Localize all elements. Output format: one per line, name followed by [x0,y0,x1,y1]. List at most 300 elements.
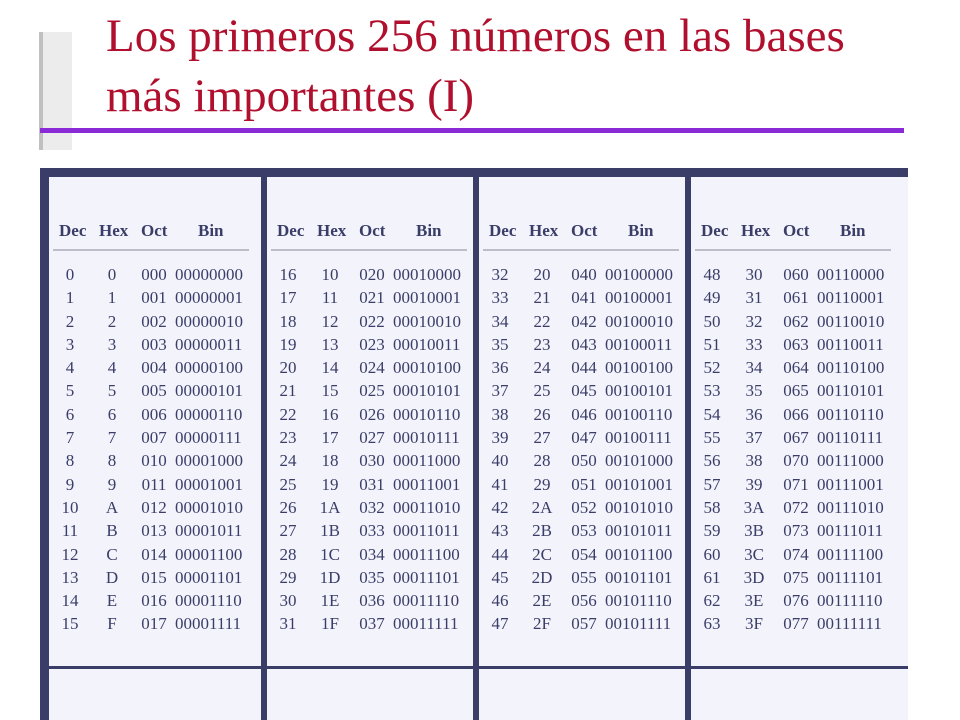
cell-bin: 00001101 [175,567,243,587]
cell-dec: 33 [491,288,509,308]
cell-dec: 1 [65,288,75,308]
cell-dec: 59 [703,521,721,541]
cell-dec: 30 [279,591,297,611]
table-row [267,428,471,451]
cell-oct: 044 [571,358,597,378]
cell-bin: 00111000 [817,451,884,471]
header-oct: Oct [141,221,168,240]
cell-hex: 39 [745,474,763,494]
cell-dec: 4 [65,358,75,378]
cell-bin: 00001111 [175,614,242,634]
cell-bin: 00100101 [605,381,673,401]
cell-bin: 00010011 [393,334,461,354]
cell-oct: 034 [359,544,385,564]
cell-bin: 00010000 [393,265,461,284]
cell-dec: 11 [61,521,79,541]
table-row [691,545,895,568]
cell-dec: 2 [65,311,75,331]
cell-bin: 00000001 [175,288,243,308]
cell-dec: 21 [279,381,297,401]
cell-dec: 40 [491,451,509,471]
cell-dec: 16 [279,265,297,284]
cell-dec: 62 [703,591,721,611]
cell-hex: 10 [321,265,339,284]
cell-bin: 00110111 [817,428,884,448]
table-row [479,614,683,637]
table-row [691,312,895,335]
cell-hex: 31 [745,288,763,308]
cell-bin: 00101011 [605,521,673,541]
cell-hex: 5 [107,381,117,401]
cell-oct: 065 [783,381,809,401]
table-body [479,265,683,638]
cell-hex: 38 [745,451,763,471]
number-table-frame [40,168,908,720]
cell-bin: 00101010 [605,497,673,517]
cell-oct: 073 [783,521,809,541]
header-rule [271,249,467,251]
cell-hex: 2B [532,521,552,541]
table-column-group [267,177,471,720]
cell-dec: 17 [279,288,297,308]
cell-hex: D [105,567,119,587]
cell-hex: F [107,614,117,634]
table-row [479,428,683,451]
table-row [49,312,253,335]
table-row [479,475,683,498]
cell-dec: 44 [491,544,509,564]
cell-hex: 27 [533,428,551,448]
cell-oct: 070 [783,451,809,471]
header-rule [53,249,249,251]
cell-dec: 8 [65,451,75,471]
cell-bin: 00100011 [605,334,673,354]
cell-hex: 21 [533,288,551,308]
table-row [49,475,253,498]
cell-bin: 00010111 [393,428,460,448]
cell-hex: 9 [107,474,117,494]
cell-bin: 00110000 [817,265,885,284]
table-row [691,521,895,544]
cell-bin: 00000000 [175,265,243,284]
table-row [49,288,253,311]
table-row [267,358,471,381]
table-row [267,568,471,591]
cell-oct: 067 [783,428,809,448]
cell-oct: 007 [141,428,167,448]
cell-hex: 30 [745,265,763,284]
cell-bin: 00011010 [393,497,461,517]
cell-bin: 00110011 [817,334,884,354]
cell-hex: 37 [745,428,763,448]
table-row [49,265,253,288]
table-row [49,451,253,474]
cell-bin: 00011100 [393,544,460,564]
cell-dec: 23 [279,428,297,448]
cell-hex: 22 [533,311,551,331]
cell-oct: 022 [359,311,385,331]
cell-hex: 23 [533,334,551,354]
cell-oct: 074 [783,544,809,564]
cell-oct: 013 [141,521,167,541]
cell-hex: 14 [321,358,339,378]
table-row [479,498,683,521]
cell-bin: 00001010 [175,497,243,517]
cell-oct: 057 [571,614,597,634]
cell-oct: 006 [141,404,167,424]
cell-hex: 1E [320,591,340,611]
cell-dec: 13 [61,567,79,587]
table-row [267,381,471,404]
table-row [49,521,253,544]
table-row [479,405,683,428]
table-row [49,381,253,404]
cell-dec: 47 [491,614,509,634]
cell-oct: 062 [783,311,809,331]
title-underline [40,128,904,133]
cell-hex: 1A [319,497,341,517]
header-hex: Hex [741,221,771,240]
cell-oct: 010 [141,451,167,471]
cell-hex: 17 [321,428,339,448]
cell-oct: 054 [571,544,597,564]
cell-dec: 61 [703,567,721,587]
cell-bin: 00001000 [175,451,243,471]
table-row [479,545,683,568]
table-row [49,405,253,428]
cell-oct: 052 [571,497,597,517]
cell-dec: 46 [491,591,509,611]
cell-oct: 060 [783,265,809,284]
table-row [267,521,471,544]
cell-bin: 00100001 [605,288,673,308]
table-row [479,521,683,544]
cell-oct: 066 [783,404,809,424]
table-row [49,335,253,358]
cell-oct: 030 [359,451,385,471]
cell-hex: 13 [321,334,339,354]
cell-hex: 7 [107,428,117,448]
cell-hex: 33 [745,334,763,354]
cell-oct: 072 [783,497,809,517]
header-oct: Oct [783,221,810,240]
header-bin: Bin [198,221,224,240]
cell-hex: B [106,521,118,541]
table-header [267,221,471,243]
cell-dec: 51 [703,334,721,354]
cell-dec: 63 [703,614,721,634]
cell-bin: 00111001 [817,474,884,494]
cell-bin: 00100010 [605,311,673,331]
header-hex: Hex [99,221,129,240]
cell-dec: 22 [279,404,297,424]
cell-dec: 20 [279,358,297,378]
cell-oct: 011 [141,474,167,494]
cell-bin: 00011110 [393,591,460,611]
cell-dec: 58 [703,497,721,517]
header-rule [483,249,679,251]
cell-dec: 54 [703,404,721,424]
cell-dec: 38 [491,404,509,424]
table-row [49,568,253,591]
cell-hex: 2D [531,567,553,587]
table-row [267,288,471,311]
cell-dec: 52 [703,358,721,378]
cell-hex: 2F [533,614,551,634]
cell-hex: 32 [745,311,763,331]
table-row [691,428,895,451]
header-hex: Hex [529,221,559,240]
cell-bin: 00100000 [605,265,673,284]
cell-hex: 1 [107,288,117,308]
cell-oct: 012 [141,497,167,517]
cell-hex: 15 [321,381,339,401]
table-row [691,568,895,591]
cell-hex: 3 [107,334,117,354]
cell-hex: 3F [745,614,763,634]
cell-bin: 00001001 [175,474,243,494]
cell-oct: 023 [359,334,385,354]
table-row [691,451,895,474]
table-row [691,335,895,358]
table-row [479,568,683,591]
cell-dec: 45 [491,567,509,587]
cell-dec: 15 [61,614,79,634]
cell-hex: 18 [321,451,339,471]
cell-dec: 60 [703,544,721,564]
cell-oct: 042 [571,311,597,331]
number-table [49,177,908,720]
cell-hex: 2C [532,544,552,564]
table-column-group [49,177,253,720]
cell-hex: 3E [744,591,764,611]
cell-hex: A [105,497,119,517]
table-row [479,451,683,474]
cell-dec: 53 [703,381,721,401]
cell-oct: 035 [359,567,385,587]
cell-bin: 00000110 [175,404,243,424]
cell-hex: 19 [321,474,339,494]
cell-bin: 00011111 [393,614,459,634]
header-dec: Dec [701,221,729,240]
cell-dec: 29 [279,567,297,587]
cell-oct: 046 [571,404,597,424]
table-body [49,265,253,638]
cell-bin: 00101000 [605,451,673,471]
table-row [479,265,683,288]
cell-bin: 00000011 [175,334,243,354]
table-body [691,265,895,638]
table-row [479,381,683,404]
cell-dec: 48 [703,265,721,284]
cell-bin: 00011001 [393,474,461,494]
cell-dec: 25 [279,474,297,494]
cell-dec: 3 [65,334,75,354]
cell-oct: 040 [571,265,597,284]
cell-dec: 10 [61,497,79,517]
cell-oct: 043 [571,334,597,354]
cell-dec: 41 [491,474,509,494]
cell-bin: 00111011 [817,521,884,541]
table-row [691,381,895,404]
table-row [267,614,471,637]
cell-oct: 004 [141,358,167,378]
cell-oct: 025 [359,381,385,401]
header-hex: Hex [317,221,347,240]
cell-bin: 00001011 [175,521,243,541]
table-header [49,221,253,243]
cell-bin: 00101110 [605,591,672,611]
cell-hex: 4 [107,358,117,378]
cell-hex: 3B [744,521,764,541]
table-row [267,475,471,498]
cell-bin: 00100111 [605,428,672,448]
cell-dec: 56 [703,451,721,471]
cell-bin: 00000010 [175,311,243,331]
cell-hex: 3D [743,567,765,587]
table-row [691,405,895,428]
cell-oct: 020 [359,265,385,284]
cell-oct: 076 [783,591,809,611]
header-oct: Oct [359,221,386,240]
cell-dec: 39 [491,428,509,448]
table-row [267,312,471,335]
table-row [479,288,683,311]
cell-dec: 12 [61,544,79,564]
cell-bin: 00101100 [605,544,673,564]
cell-dec: 42 [491,497,509,517]
cell-oct: 051 [571,474,597,494]
slide-title: Los primeros 256 números en las bases más importantes (I) [106,10,845,122]
cell-bin: 00001110 [175,591,242,611]
table-row [267,545,471,568]
cell-bin: 00111010 [817,497,884,517]
table-row [479,312,683,335]
cell-bin: 00010100 [393,358,461,378]
table-row [49,358,253,381]
table-row [691,288,895,311]
cell-hex: 8 [107,451,117,471]
table-row [49,614,253,637]
cell-hex: 12 [321,311,339,331]
cell-oct: 071 [783,474,809,494]
cell-bin: 00011101 [393,567,460,587]
cell-oct: 061 [783,288,809,308]
cell-hex: 2 [107,311,117,331]
table-row [479,358,683,381]
cell-oct: 077 [783,614,809,634]
table-row [691,358,895,381]
cell-dec: 32 [491,265,509,284]
cell-hex: 1F [321,614,339,634]
table-row [49,428,253,451]
cell-hex: 29 [533,474,551,494]
table-column-group [479,177,683,720]
cell-oct: 001 [141,288,167,308]
table-row [691,614,895,637]
cell-dec: 37 [491,381,509,401]
cell-bin: 00000100 [175,358,243,378]
cell-hex: 34 [745,358,763,378]
cell-oct: 064 [783,358,809,378]
cell-dec: 35 [491,334,509,354]
cell-hex: 1D [319,567,341,587]
cell-dec: 50 [703,311,721,331]
cell-dec: 14 [61,591,79,611]
cell-oct: 036 [359,591,385,611]
table-row [267,451,471,474]
cell-dec: 28 [279,544,297,564]
cell-bin: 00000101 [175,381,243,401]
cell-dec: 9 [65,474,75,494]
cell-oct: 037 [359,614,385,634]
cell-oct: 024 [359,358,385,378]
cell-hex: 35 [745,381,763,401]
cell-bin: 00101101 [605,567,673,587]
cell-dec: 31 [279,614,297,634]
table-row [479,335,683,358]
cell-dec: 26 [279,497,297,517]
cell-oct: 014 [141,544,167,564]
table-row [691,475,895,498]
header-bin: Bin [628,221,654,240]
header-oct: Oct [571,221,598,240]
cell-bin: 00110100 [817,358,885,378]
cell-hex: 2A [531,497,553,517]
cell-dec: 55 [703,428,721,448]
cell-hex: C [106,544,118,564]
cell-hex: 3A [743,497,765,517]
cell-bin: 00010101 [393,381,461,401]
header-bin: Bin [840,221,866,240]
cell-hex: E [106,591,118,611]
cell-oct: 053 [571,521,597,541]
cell-hex: 16 [321,404,339,424]
cell-oct: 026 [359,404,385,424]
header-rule [695,249,891,251]
cell-oct: 045 [571,381,597,401]
cell-oct: 055 [571,567,597,587]
table-body [267,265,471,638]
cell-oct: 021 [359,288,385,308]
cell-bin: 00100100 [605,358,673,378]
cell-hex: 26 [533,404,551,424]
cell-bin: 00101111 [605,614,672,634]
cell-hex: 11 [321,288,339,308]
table-row [267,335,471,358]
cell-oct: 032 [359,497,385,517]
cell-dec: 0 [65,265,75,284]
table-header [691,221,895,243]
table-row [691,498,895,521]
cell-bin: 00011000 [393,451,461,471]
cell-bin: 00111100 [817,544,884,564]
table-row [49,591,253,614]
header-dec: Dec [277,221,305,240]
cell-dec: 5 [65,381,75,401]
cell-oct: 015 [141,567,167,587]
cell-oct: 063 [783,334,809,354]
table-row [267,591,471,614]
cell-hex: 25 [533,381,551,401]
cell-dec: 49 [703,288,721,308]
cell-dec: 24 [279,451,297,471]
cell-dec: 36 [491,358,509,378]
cell-bin: 00100110 [605,404,673,424]
cell-bin: 00010001 [393,288,461,308]
cell-hex: 2E [532,591,552,611]
header-dec: Dec [489,221,517,240]
